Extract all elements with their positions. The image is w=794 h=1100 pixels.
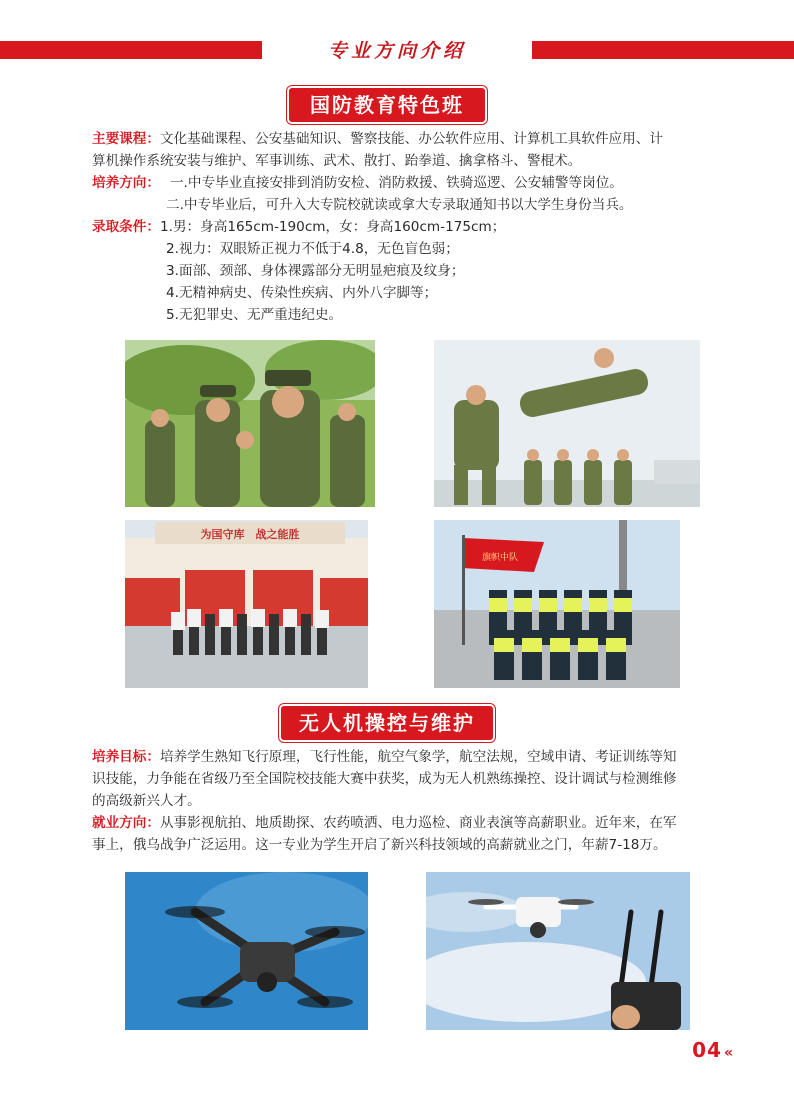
courses-line-2: 算机操作系统安装与维护、军事训练、武术、散打、跆拳道、擒拿格斗、警棍术。 — [92, 153, 582, 169]
career-label: 就业方向： — [92, 815, 160, 831]
photo-flying-kick — [434, 340, 700, 507]
photo-soldiers-training — [125, 340, 375, 507]
goal-text: 培养学生熟知飞行原理，飞行性能，航空气象学，航空法规，空域申请、考证训练等知 — [159, 749, 677, 765]
fire-station-banner: 为国守库 战之能胜 — [200, 528, 300, 541]
direction-line-1 — [92, 172, 722, 194]
chevron-left-icon: « — [723, 1045, 734, 1061]
admission-item: 2.视力：双眼矫正视力不低于4.8，无色盲色弱； — [166, 241, 459, 257]
header-bar-left — [0, 41, 262, 59]
photo-drone-sky — [125, 872, 368, 1030]
career-text: 从事影视航拍、地质勘探、农药喷洒、电力巡检、商业表演等高薪职业。近年来，在军 — [159, 815, 677, 831]
defense-info-block — [92, 128, 722, 326]
direction-item-1: 一.中专毕业直接安排到消防安检、消防救援、铁骑巡逻、公安辅警等岗位。 — [169, 175, 623, 191]
goal-line-2: 识技能，力争能在省级乃至全国院校技能大赛中获奖，成为无人机熟练操控、设计调试与检测维修 — [92, 771, 677, 787]
courses-label: 主要课程： — [92, 131, 160, 147]
page-header-title: 专业方向介绍 — [327, 40, 466, 62]
page-number — [692, 1038, 734, 1062]
career-line-1 — [92, 812, 722, 834]
direction-label: 培养方向： — [92, 175, 160, 191]
goal-line-3: 的高级新兴人才。 — [92, 793, 201, 809]
goal-line-1 — [92, 746, 722, 768]
header-bar-right — [532, 41, 794, 59]
photo-honor-guard — [434, 520, 680, 688]
page-number-value: 04 — [692, 1038, 722, 1062]
section-title-drone: 无人机操控与维护 — [281, 706, 493, 740]
direction-item-2: 二.中专毕业后，可升入大专院校就读或拿大专录取通知书以大学生身份当兵。 — [166, 197, 633, 213]
honor-flag-text: 旗帜中队 — [481, 553, 519, 563]
admission-item: 4.无精神病史、传染性疾病、内外八字脚等； — [166, 285, 438, 301]
admission-item: 1.男：身高165cm-190cm，女：身高160cm-175cm； — [159, 219, 506, 235]
career-line-2: 事上，俄乌战争广泛运用。这一专业为学生开启了新兴科技领域的高薪就业之门，年薪7-18万。 — [92, 837, 667, 853]
drone-info-block — [92, 746, 722, 856]
admission-label: 录取条件： — [92, 219, 160, 235]
section-title-defense: 国防教育特色班 — [289, 88, 485, 122]
goal-label: 培养目标： — [92, 749, 160, 765]
photo-drone-controller — [426, 872, 690, 1030]
courses-line — [92, 128, 722, 150]
photo-fire-station — [125, 520, 368, 688]
admission-item: 5.无犯罪史、无严重违纪史。 — [166, 307, 343, 323]
admission-item: 3.面部、颈部、身体裸露部分无明显疤痕及纹身； — [166, 263, 465, 279]
admission-line-1 — [92, 216, 722, 238]
courses-text: 文化基础课程、公安基础知识、警察技能、办公软件应用、计算机工具软件应用、计 — [159, 131, 663, 147]
